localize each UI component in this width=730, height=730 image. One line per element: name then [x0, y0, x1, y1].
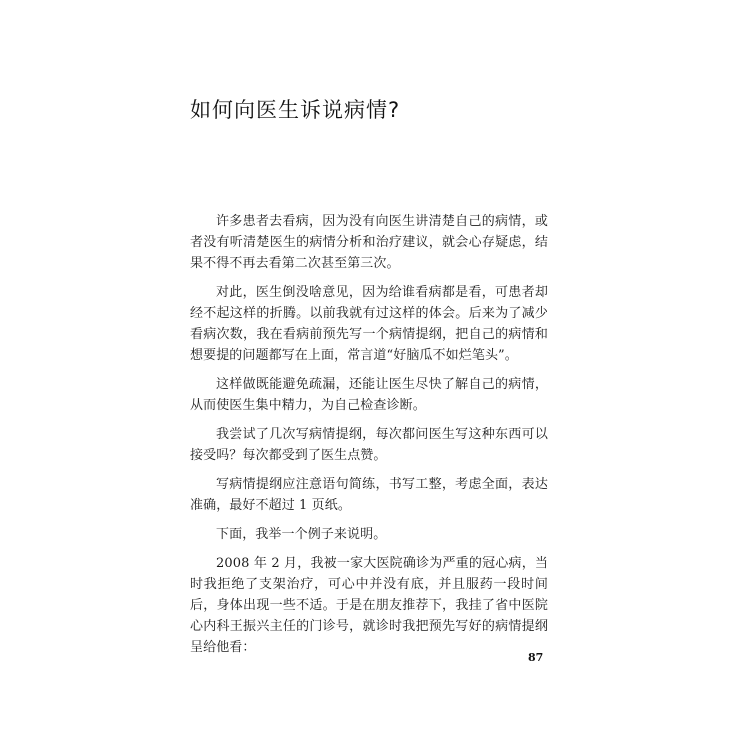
body-text	[190, 211, 548, 666]
paragraph: 2008 年 2 月，我被一家大医院确诊为严重的冠心病，当时我拒绝了支架治疗，可心中并没有底，并且服药一段时间后，身体出现一些不适。于是在朋友推荐下，我挂了省中医院心内科王振兴主任的门诊号，就诊时我把预先写好的病情提纲呈给他看：	[190, 556, 548, 655]
paragraph: 许多患者去看病，因为没有向医生讲清楚自己的病情，或者没有听清楚医生的病情分析和治疗建议，就会心存疑虑，结果不得不再去看第二次甚至第三次。	[190, 214, 548, 271]
page-number: 87	[528, 651, 544, 664]
paragraph: 我尝试了几次写病情提纲，每次都问医生写这种东西可以接受吗？每次都受到了医生点赞。	[190, 427, 548, 463]
chapter-title: 如何向医生诉说病情?	[190, 98, 401, 122]
paragraph: 下面，我举一个例子来说明。	[216, 527, 387, 542]
paragraph: 对此，医生倒没啥意见，因为给谁看病都是看，可患者却经不起这样的折腾。以前我就有过这样的体会。后来为了减少看病次数，我在看病前预先写一个病情提纲，把自己的病情和想要提的问题都写在上面，常言道“好脑瓜不如烂笔头”。	[190, 285, 548, 363]
paragraph: 写病情提纲应注意语句简练，书写工整，考虑全面，表达准确，最好不超过 1 页纸。	[190, 477, 548, 513]
paragraph: 这样做既能避免疏漏，还能让医生尽快了解自己的病情，从而使医生集中精力，为自己检查诊断。	[190, 377, 548, 413]
